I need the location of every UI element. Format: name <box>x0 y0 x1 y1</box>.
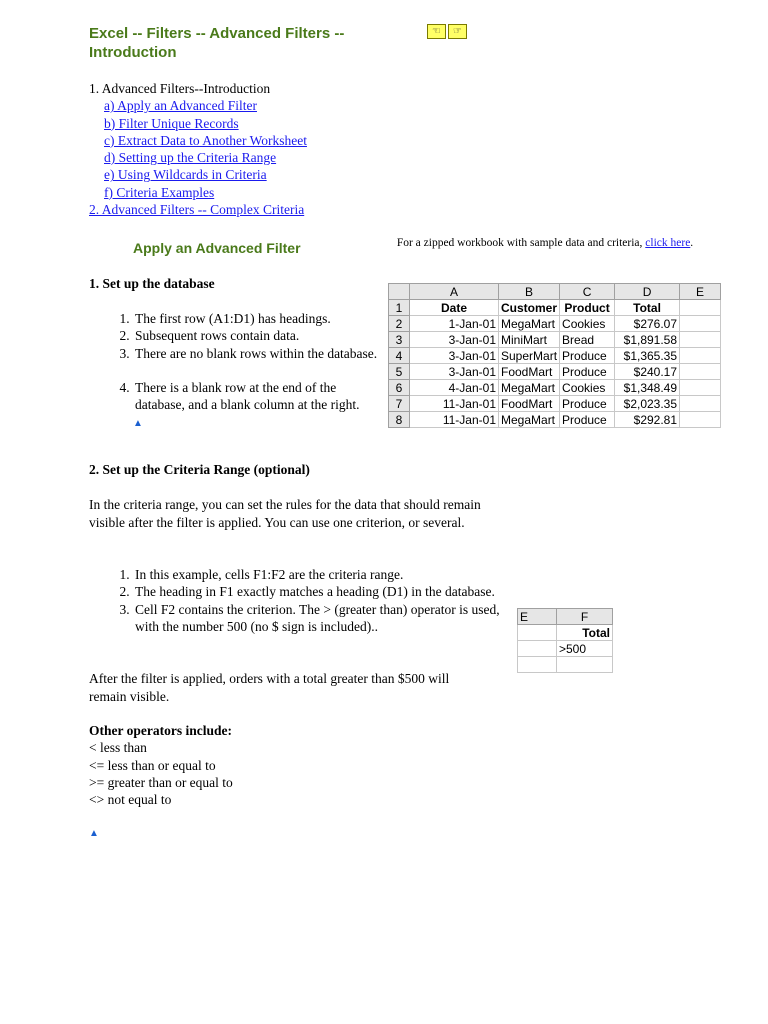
table-cell: MegaMart <box>499 316 560 332</box>
table-cell <box>518 625 557 641</box>
column-header: E <box>680 284 721 300</box>
toc-link-wildcards[interactable]: e) Using Wildcards in Criteria <box>104 167 267 183</box>
table-row <box>389 412 721 428</box>
list-item: 1. The first row (A1:D1) has headings. <box>133 310 389 327</box>
table-cell: Cookies <box>560 380 615 396</box>
list-item: 2. Subsequent rows contain data. <box>133 327 389 344</box>
table-cell: SuperMart <box>499 348 560 364</box>
column-header: E <box>518 609 557 625</box>
zip-note-end: . <box>690 237 694 249</box>
table-cell: $240.17 <box>615 364 680 380</box>
toc-intro: 1. Advanced Filters--Introduction <box>89 81 271 96</box>
table-cell: Customer <box>499 300 560 316</box>
back-to-top-icon[interactable]: ▲ <box>133 418 143 430</box>
page-title: Excel -- Filters -- Advanced Filters -- Introduction <box>89 25 345 61</box>
table-cell: Produce <box>560 412 615 428</box>
table-cell: >500 <box>557 641 613 657</box>
zip-note <box>390 236 700 251</box>
list-item: 3. Cell F2 contains the criterion. The > (greater than) operator is used, with the number 500 (no $ sign is included).. <box>133 601 509 636</box>
table-row <box>389 364 721 380</box>
table-cell: Product <box>560 300 615 316</box>
table-cell: Total <box>557 625 613 641</box>
list-item: 2. The heading in F1 exactly matches a heading (D1) in the database. <box>133 583 509 600</box>
toc-link-complex-criteria[interactable]: 2. Advanced Filters -- Complex Criteria <box>89 202 305 218</box>
next-page-icon[interactable]: ☞ <box>448 24 467 39</box>
row-number: 6 <box>389 380 410 396</box>
column-header: D <box>615 284 680 300</box>
row-number: 2 <box>389 316 410 332</box>
nav-icons <box>427 24 467 39</box>
table-row <box>389 396 721 412</box>
operators-section <box>89 722 233 808</box>
table-cell: FoodMart <box>499 396 560 412</box>
toc-link-criteria-examples[interactable]: f) Criteria Examples <box>104 184 215 200</box>
after-filter-text: After the filter is applied, orders with a total greater than $500 will remain visible. <box>89 671 450 704</box>
column-header: B <box>499 284 560 300</box>
table-cell: Date <box>410 300 499 316</box>
zip-note-text: For a zipped workbook with sample data and criteria, <box>396 237 643 249</box>
click-here-link[interactable]: click here <box>645 237 691 249</box>
table-cell <box>557 657 613 673</box>
table-cell: Bread <box>560 332 615 348</box>
table-row <box>389 316 721 332</box>
table-cell <box>680 332 721 348</box>
step2-list <box>89 566 509 635</box>
table-cell <box>518 657 557 673</box>
table-row <box>518 625 613 641</box>
list-item: 4. There is a blank row at the end of the database, and a blank column at the right. <box>133 379 389 414</box>
table-cell <box>680 348 721 364</box>
row-number: 7 <box>389 396 410 412</box>
table-row <box>518 657 613 673</box>
table-row <box>389 348 721 364</box>
table-cell: $292.81 <box>615 412 680 428</box>
list-item: 1. In this example, cells F1:F2 are the criteria range. <box>133 566 509 583</box>
table-cell: Cookies <box>560 316 615 332</box>
back-to-top <box>89 824 99 840</box>
table-cell: 3-Jan-01 <box>410 364 499 380</box>
database-table <box>388 283 721 428</box>
table-cell <box>680 316 721 332</box>
table-row <box>389 300 721 316</box>
table-cell: Produce <box>560 348 615 364</box>
corner-cell <box>389 284 410 300</box>
column-header: C <box>560 284 615 300</box>
table-cell: MegaMart <box>499 412 560 428</box>
list-item: <> not equal to <box>89 792 172 808</box>
table-cell <box>680 364 721 380</box>
table-of-contents <box>89 80 307 218</box>
step1-list <box>89 310 389 413</box>
table-cell <box>680 300 721 316</box>
table-cell: 11-Jan-01 <box>410 396 499 412</box>
row-number: 8 <box>389 412 410 428</box>
step2-list-container <box>89 566 509 635</box>
back-to-top-icon[interactable]: ▲ <box>89 828 99 839</box>
step1-heading: 1. Set up the database <box>89 276 215 291</box>
table-cell: MegaMart <box>499 380 560 396</box>
table-cell: Total <box>615 300 680 316</box>
table-row <box>389 332 721 348</box>
table-cell: $1,891.58 <box>615 332 680 348</box>
row-number: 5 <box>389 364 410 380</box>
step2-heading: 2. Set up the Criteria Range (optional) <box>89 462 310 477</box>
list-item: 3. There are no blank rows within the database. <box>133 345 389 362</box>
table-cell <box>680 380 721 396</box>
table-cell: 3-Jan-01 <box>410 348 499 364</box>
row-number: 1 <box>389 300 410 316</box>
section-heading: Apply an Advanced Filter <box>133 240 301 256</box>
toc-link-extract[interactable]: c) Extract Data to Another Worksheet <box>104 132 307 148</box>
table-cell: Produce <box>560 396 615 412</box>
step1-list-container <box>89 310 389 433</box>
step2-intro: In the criteria range, you can set the rules for the data that should remain visible after the filter is applied. You can use one criterion, or several. <box>89 497 481 530</box>
list-item: < less than <box>89 740 147 756</box>
table-cell: $1,348.49 <box>615 380 680 396</box>
prev-page-icon[interactable]: ☜ <box>427 24 446 39</box>
toc-link-apply[interactable]: a) Apply an Advanced Filter <box>104 98 257 114</box>
column-header: F <box>557 609 613 625</box>
row-number: 3 <box>389 332 410 348</box>
table-cell: 3-Jan-01 <box>410 332 499 348</box>
table-cell: MiniMart <box>499 332 560 348</box>
criteria-table <box>517 608 613 673</box>
table-cell: $276.07 <box>615 316 680 332</box>
table-cell: FoodMart <box>499 364 560 380</box>
table-cell: Produce <box>560 364 615 380</box>
table-cell: 11-Jan-01 <box>410 412 499 428</box>
table-cell: 1-Jan-01 <box>410 316 499 332</box>
toc-link-criteria-range[interactable]: d) Setting up the Criteria Range <box>104 150 277 166</box>
toc-link-unique[interactable]: b) Filter Unique Records <box>104 115 239 131</box>
table-cell: 4-Jan-01 <box>410 380 499 396</box>
table-row <box>389 380 721 396</box>
row-number: 4 <box>389 348 410 364</box>
list-item: <= less than or equal to <box>89 757 216 773</box>
table-cell <box>680 396 721 412</box>
table-row <box>518 641 613 657</box>
table-cell <box>518 641 557 657</box>
table-cell <box>680 412 721 428</box>
column-header: A <box>410 284 499 300</box>
table-cell: $2,023.35 <box>615 396 680 412</box>
table-cell: $1,365.35 <box>615 348 680 364</box>
operators-heading: Other operators include: <box>89 723 232 738</box>
list-item: >= greater than or equal to <box>89 774 233 790</box>
